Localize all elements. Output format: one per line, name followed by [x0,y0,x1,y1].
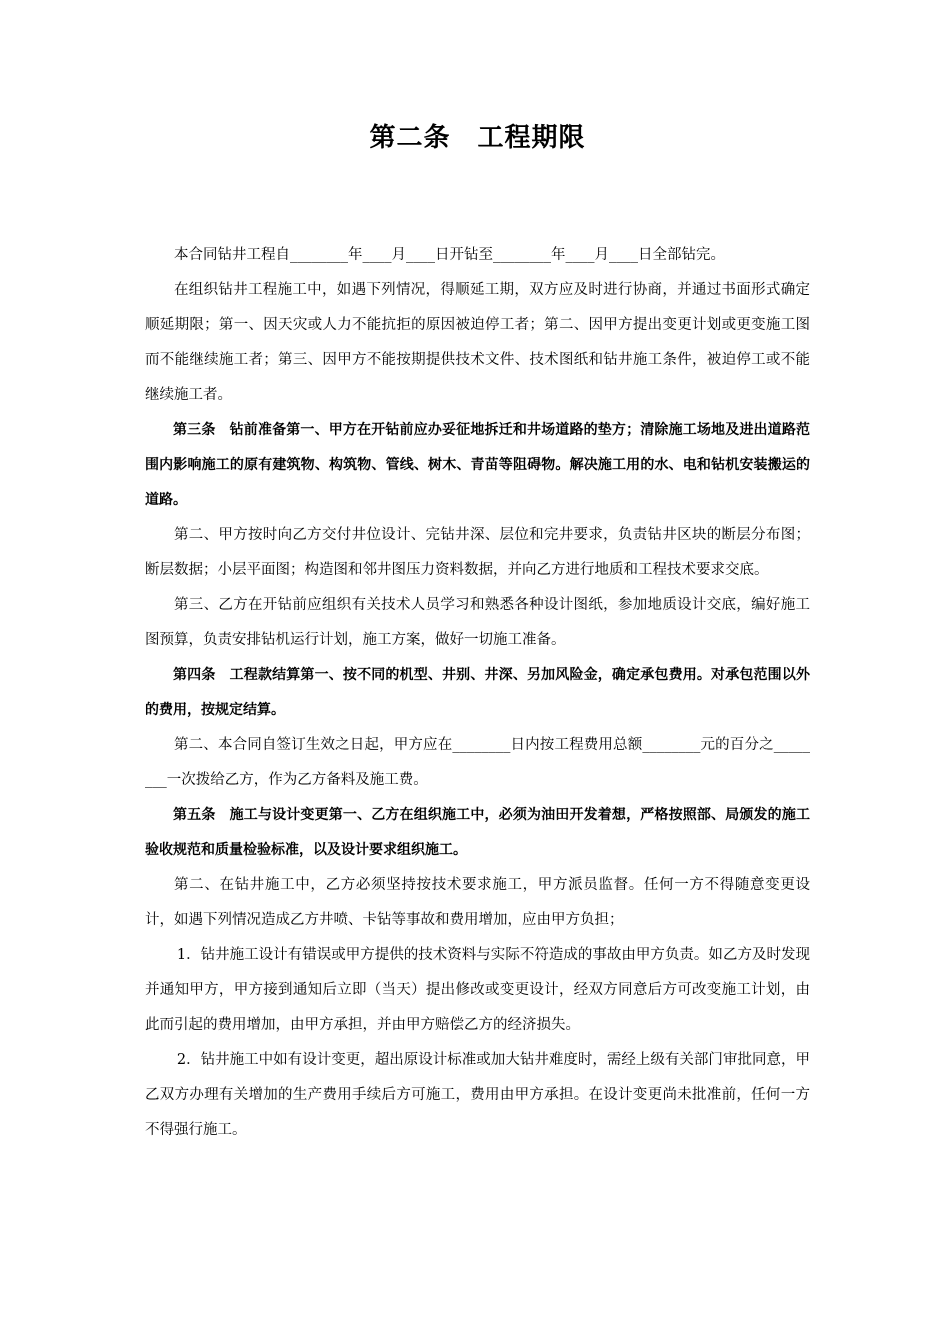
paragraph-drilling-period: 本合同钻井工程自________年____月____日开钻至________年____月____日全部钻完。 [174,247,725,263]
list-item-design-error: 1．钻井施工设计有错误或甲方提供的技术资料与实际不符造成的事故由甲方负责。如乙方及时发现并通知甲方，甲方接到通知后立即（当天）提出修改或变更设计，经双方同意后方可改变施工计划，由此而引起的费用增加，由甲方承担，并由甲方赔偿乙方的经济损失。 [145,947,810,1033]
paragraph-technical-requirements: 第二、在钻井施工中，乙方必须坚持按技术要求施工，甲方派员监督。任何一方不得随意变更设计，如遇下列情况造成乙方井喷、卡钻等事故和费用增加，应由甲方负担； [145,877,810,928]
clause-three-heading: 第三条 钻前准备第一、甲方在开钻前应办妥征地拆迁和井场道路的垫方；清除施工场地及进出道路范围内影响施工的原有建筑物、构筑物、管线、树木、青苗等阻碍物。解决施工用的水、电和钻机安装搬运的道路。 [145,422,810,508]
list-item-design-change: 2．钻井施工中如有设计变更，超出原设计标准或加大钻井难度时，需经上级有关部门审批同意，甲乙双方办理有关增加的生产费用手续后方可施工，费用由甲方承担。在设计变更尚未批准前，任何一方不得强行施工。 [145,1052,810,1138]
paragraph-payment: 第二、本合同自签订生效之日起，甲方应在________日内按工程费用总额________元的百分之________一次拨给乙方，作为乙方备料及施工费。 [145,737,810,788]
paragraph-preparation: 第三、乙方在开钻前应组织有关技术人员学习和熟悉各种设计图纸，参加地质设计交底，编好施工图预算，负责安排钻机运行计划，施工方案，做好一切施工准备。 [145,597,810,648]
clause-five-heading: 第五条 施工与设计变更第一、乙方在组织施工中，必须为油田开发着想，严格按照部、局颁发的施工验收规范和质量检验标准，以及设计要求组织施工。 [145,807,810,858]
paragraph-extension-conditions: 在组织钻井工程施工中，如遇下列情况，得顺延工期，双方应及时进行协商，并通过书面形式确定顺延期限；第一、因天灾或人力不能抗拒的原因被迫停工者；第二、因甲方提出变更计划或更变施工图而不能继续施工者；第三、因甲方不能按期提供技术文件、技术图纸和钻井施工条件，被迫停工或不能继续施工者。 [145,282,810,403]
clause-four-heading: 第四条 工程款结算第一、按不同的机型、井别、井深、另加风险金，确定承包费用。对承包范围以外的费用，按规定结算。 [145,667,810,718]
document-body [145,238,810,1148]
document-title: 第二条 工程期限 [369,123,586,153]
paragraph-well-design-delivery: 第二、甲方按时向乙方交付井位设计、完钻井深、层位和完井要求，负责钻井区块的断层分布图；断层数据；小层平面图；构造图和邻井图压力资料数据，并向乙方进行地质和工程技术要求交底。 [145,527,810,578]
